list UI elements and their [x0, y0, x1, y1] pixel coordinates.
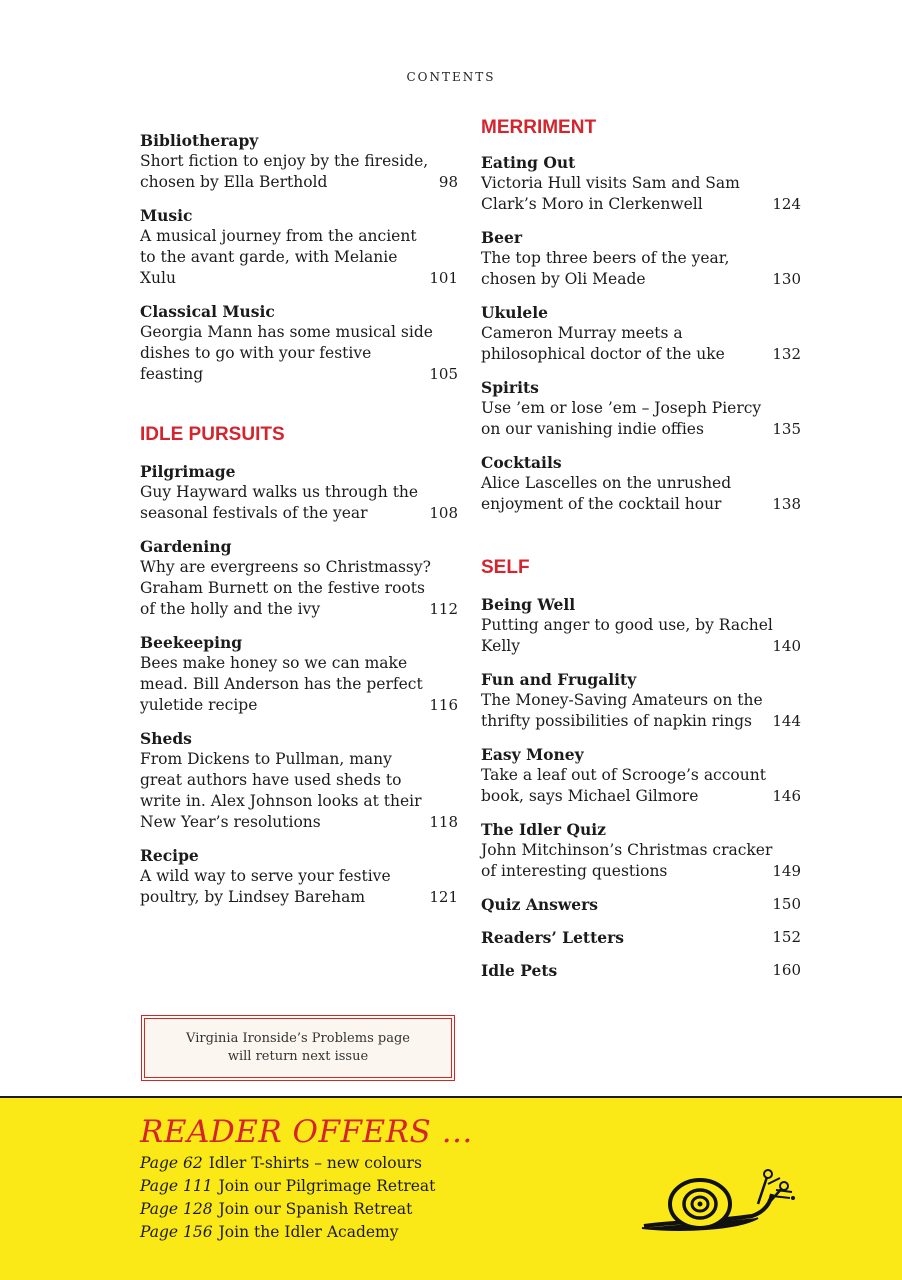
toc-entry[interactable] [140, 205, 458, 289]
entry-description [481, 473, 801, 515]
entry-description [481, 615, 801, 657]
entry-description [140, 151, 458, 193]
toc-entry[interactable] [481, 302, 801, 365]
entry-title: Sheds [140, 729, 192, 748]
entry-title: The Idler Quiz [481, 820, 606, 839]
problems-page-notice [141, 1015, 455, 1081]
entry-description [140, 482, 458, 524]
toc-entry[interactable] [140, 130, 458, 193]
entry-description [140, 866, 458, 908]
toc-entry[interactable] [140, 728, 458, 833]
toc-entry[interactable] [481, 744, 801, 807]
toc-entry[interactable] [481, 819, 801, 882]
entry-title: Ukulele [481, 303, 549, 322]
entry-description [140, 557, 458, 620]
reader-offer-item[interactable] [140, 1152, 560, 1175]
entry-description-text: Guy Hayward walks us through the seasonal festivals of the year [140, 483, 419, 522]
entry-page-number: 130 [772, 270, 801, 288]
toc-entry[interactable] [140, 632, 458, 716]
offer-page-reference: Page 62 [140, 1154, 203, 1172]
entry-description-text: Take a leaf out of Scrooge’s account book, says Michael Gilmore [481, 766, 766, 805]
entry-description-text: Bees make honey so we can make mead. Bill Anderson has the perfect yuletide recipe [140, 654, 423, 714]
reader-offers-list [140, 1152, 560, 1244]
offer-text: Idler T-shirts – new colours [208, 1154, 422, 1172]
right-column [481, 118, 801, 993]
entry-description-text: Victoria Hull visits Sam and Sam Clark’s Moro in Clerkenwell [481, 174, 740, 213]
toc-entry[interactable] [481, 927, 801, 948]
idle-pursuits-entries [140, 461, 458, 908]
self-entries [481, 594, 801, 882]
entry-description [481, 398, 801, 440]
entry-page-number: 138 [772, 495, 801, 513]
reader-offer-item[interactable] [140, 1175, 560, 1198]
entry-page-number: 121 [429, 888, 458, 906]
entry-page-number: 149 [772, 862, 801, 880]
entry-description-text: Cameron Murray meets a philosophical doctor of the uke [481, 324, 725, 363]
entry-title: Eating Out [481, 153, 576, 172]
entry-page-number: 135 [772, 420, 801, 438]
entry-title: Cocktails [481, 453, 562, 472]
entry-page-number: 101 [429, 269, 458, 287]
entry-description [140, 653, 458, 716]
entry-description [140, 226, 458, 289]
entry-description-text: The top three beers of the year, chosen by Oli Meade [481, 249, 730, 288]
entry-title: Spirits [481, 378, 539, 397]
entry-description [481, 323, 801, 365]
entry-page-number: 116 [429, 696, 458, 714]
offer-page-reference: Page 111 [140, 1177, 213, 1195]
reader-offer-item[interactable] [140, 1198, 560, 1221]
entry-description [481, 765, 801, 807]
entry-page-number: 105 [429, 365, 458, 383]
entry-description [140, 749, 458, 833]
toc-entry[interactable] [481, 894, 801, 915]
entry-description-text: Putting anger to good use, by Rachel Kelly [481, 616, 773, 655]
offer-text: Join our Spanish Retreat [218, 1200, 413, 1218]
entry-page-number: 108 [429, 504, 458, 522]
entry-description-text: John Mitchinson’s Christmas cracker of interesting questions [481, 841, 773, 880]
toc-entry[interactable] [481, 594, 801, 657]
toc-entry[interactable] [481, 669, 801, 732]
entry-description [481, 173, 801, 215]
toc-entry[interactable] [481, 960, 801, 981]
entry-page-number: 150 [772, 895, 801, 913]
toc-entry[interactable] [140, 461, 458, 524]
entry-page-number: 160 [772, 961, 801, 979]
entry-description-text: A wild way to serve your festive poultry, by Lindsey Bareham [140, 867, 391, 906]
left-top-entries [140, 130, 458, 385]
entry-title: Readers’ Letters [481, 928, 625, 947]
section-heading-self: SELF [481, 557, 530, 578]
entry-title: Quiz Answers [481, 895, 598, 914]
offer-page-reference: Page 156 [140, 1223, 213, 1241]
entry-description [481, 690, 801, 732]
reader-offers-title: READER OFFERS … [140, 1114, 474, 1150]
entry-description-text: From Dickens to Pullman, many great authors have used sheds to write in. Alex Johnson looks at their New Year’s resolutions [140, 750, 422, 831]
entry-page-number: 98 [438, 173, 458, 191]
entry-description [481, 248, 801, 290]
entry-page-number: 124 [772, 195, 801, 213]
toc-entry[interactable] [481, 452, 801, 515]
entry-title: Bibliotherapy [140, 131, 259, 150]
short-entries [481, 894, 801, 981]
entry-title: Beer [481, 228, 522, 247]
entry-page-number: 118 [429, 813, 458, 831]
notice-text: Virginia Ironside’s Problems page will return next issue [186, 1031, 410, 1064]
entry-title: Being Well [481, 595, 576, 614]
toc-entry[interactable] [481, 377, 801, 440]
entry-description [140, 322, 458, 385]
reader-offer-item[interactable] [140, 1221, 560, 1244]
entry-description-text: The Money-Saving Amateurs on the thrifty possibilities of napkin rings [481, 691, 763, 730]
entry-page-number: 112 [429, 600, 458, 618]
merriment-entries [481, 152, 801, 515]
entry-description-text: A musical journey from the ancient to the avant garde, with Melanie Xulu [140, 227, 417, 287]
entry-title: Pilgrimage [140, 462, 236, 481]
toc-entry[interactable] [140, 536, 458, 620]
entry-page-number: 140 [772, 637, 801, 655]
toc-entry[interactable] [140, 845, 458, 908]
entry-title: Classical Music [140, 302, 275, 321]
entry-title: Recipe [140, 846, 199, 865]
snail-logo-icon [640, 1168, 800, 1238]
entry-title: Beekeeping [140, 633, 243, 652]
entry-page-number: 144 [772, 712, 801, 730]
entry-title: Gardening [140, 537, 232, 556]
entry-description-text: Georgia Mann has some musical side dishes to go with your festive feasting [140, 323, 433, 383]
toc-entry[interactable] [481, 152, 801, 215]
page-title: CONTENTS [406, 70, 496, 84]
entry-description-text: Alice Lascelles on the unrushed enjoyment of the cocktail hour [481, 474, 732, 513]
entry-description-text: Use ’em or lose ’em – Joseph Piercy on our vanishing indie offies [481, 399, 762, 438]
section-heading-idle-pursuits: IDLE PURSUITS [140, 424, 285, 445]
entry-description-text: Why are evergreens so Christmassy? Graham Burnett on the festive roots of the holly and the ivy [140, 558, 431, 618]
entry-page-number: 152 [772, 928, 801, 946]
entry-title: Idle Pets [481, 961, 558, 980]
entry-title: Fun and Frugality [481, 670, 637, 689]
toc-entry[interactable] [140, 301, 458, 385]
offer-text: Join the Idler Academy [218, 1223, 399, 1241]
section-heading-merriment: MERRIMENT [481, 117, 597, 138]
offer-page-reference: Page 128 [140, 1200, 213, 1218]
entry-title: Easy Money [481, 745, 584, 764]
entry-description-text: Short fiction to enjoy by the fireside, chosen by Ella Berthold [140, 152, 429, 191]
toc-entry[interactable] [481, 227, 801, 290]
entry-title: Music [140, 206, 193, 225]
entry-description [481, 840, 801, 882]
entry-page-number: 146 [772, 787, 801, 805]
left-column [140, 130, 458, 920]
entry-page-number: 132 [772, 345, 801, 363]
offer-text: Join our Pilgrimage Retreat [218, 1177, 436, 1195]
